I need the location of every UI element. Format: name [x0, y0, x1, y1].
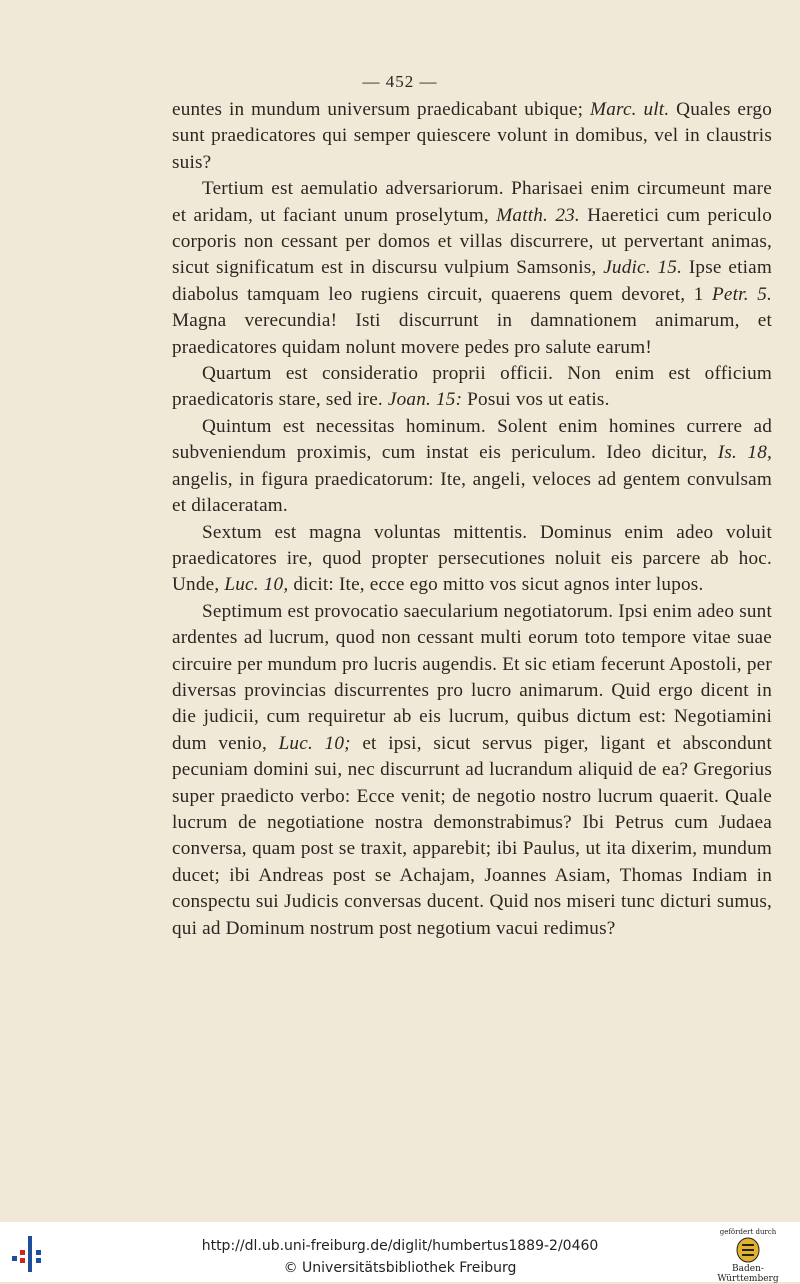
citation: Judic. 15. — [603, 257, 683, 279]
paragraph — [172, 599, 772, 942]
viewer-footer — [0, 1222, 800, 1282]
paragraph — [172, 361, 772, 414]
text-run: Posui vos ut eatis. — [462, 389, 610, 411]
sponsor-note: gefördert durch — [719, 1228, 777, 1236]
text-run: angelis, in figura praedicatorum: Ite, angeli, veloces ad gentem convulsam et dilaceratam. — [172, 468, 772, 517]
text-run: Tertium est aemulatio adversariorum. Pharisaei enim circumeunt mare et aridam, ut faciant unum proselytum, — [172, 178, 772, 226]
citation: Joan. 15: — [387, 389, 463, 411]
text-run: Quales ergo sunt praedicatores qui semper quiescere volunt in domibus, vel in claustris suis? — [172, 99, 772, 173]
page-number: — 452 — — [362, 72, 438, 91]
citation: Petr. 5. — [712, 283, 772, 305]
text-run: euntes in mundum universum praedicabant ubique; — [172, 99, 591, 120]
sponsor-block — [702, 1228, 794, 1284]
text-run: et ipsi, sicut servus piger, ligant et abscondunt pecuniam domini sui, nec discurrunt ad lucrandum aliquid de ea? Gregorius super praedicto verbo: Ecce venit; de negotio nostro lucrum quaerit. Quale lucrum de negotiatione nostra demonstrabimus? Ibi Petrus cum Judaea conversa, quam post se traxit, apparebit; ibi Paulus, ut ita dixerim, mundum ducet; ibi Andreas post se Achajam, Joannes Asiam, Thomas Indiam in conspectu sui Judicis conversas ducent. Quid nos miseri tunc dicturi sumus, qui ad Dominum nostrum post negotium vacui redimus? — [172, 732, 772, 939]
citation: Luc. 10, — [224, 574, 289, 596]
citation: Is. 18, — [717, 442, 772, 464]
text-run: Septimum est provocatio saecularium negotiatorum. Ipsi enim adeo sunt ardentes ad lucrum, quod non cessant multi eorum toto tempore vitae suae circuire per mundum pro lucris augendis. Et sic etiam fecerunt Apostoli, per diversas provincias discurrentes pro lucro animarum. Quid ergo dicent in die judicii, cum requiretur ab eis lucrum, quibus dictum est: Negotiamini dum venio, — [172, 600, 772, 754]
text-run: Quintum est necessitas hominum. Solent enim homines currere ad subveniendum proximis, cum instat eis periculum. Ideo dicitur, — [172, 415, 772, 464]
text-run: Haeretici cum periculo corporis non cessant per domos et villas discurrere, ut pervertant animas, sicut significatum est in discursu vulpium Samsonis, — [172, 204, 772, 279]
paragraph — [172, 97, 772, 176]
paragraph — [172, 520, 772, 599]
paragraph — [172, 176, 772, 361]
text-run: Magna verecundia! Isti discurrunt in damnationem animarum, et praedicatores quidam nolunt movere pedes pro salute earum! — [172, 310, 772, 358]
text-run: Quartum est consideratio proprii officii. Non enim est officium praedicatoris stare, sed ire. — [172, 363, 772, 411]
text-run: dicit: Ite, ecce ego mitto vos sicut agnos inter lupos. — [288, 574, 704, 596]
citation: Marc. ult. — [590, 99, 670, 120]
citation: Matth. 23. — [496, 204, 580, 226]
citation: Luc. 10; — [278, 732, 351, 754]
body-text — [172, 97, 772, 942]
text-run: Sextum est magna voluntas mittentis. Dominus enim adeo voluit praedicatores ire, quod propter persecutiones noluit eis parcere ab hoc. Unde, — [172, 521, 772, 596]
paragraph — [172, 414, 772, 520]
sponsor-state: Baden-Württemberg — [717, 1264, 779, 1284]
text-run: Ipse etiam diabolus tamquam leo rugiens circuit, quaerens quem devoret, 1 — [172, 257, 772, 305]
permalink-url[interactable]: http://dl.ub.uni-freiburg.de/diglit/humbertus1889-2/0460 — [201, 1238, 599, 1254]
baden-wuerttemberg-crest-icon — [736, 1237, 760, 1263]
copyright-notice: © Universitätsbibliothek Freiburg — [283, 1260, 517, 1276]
